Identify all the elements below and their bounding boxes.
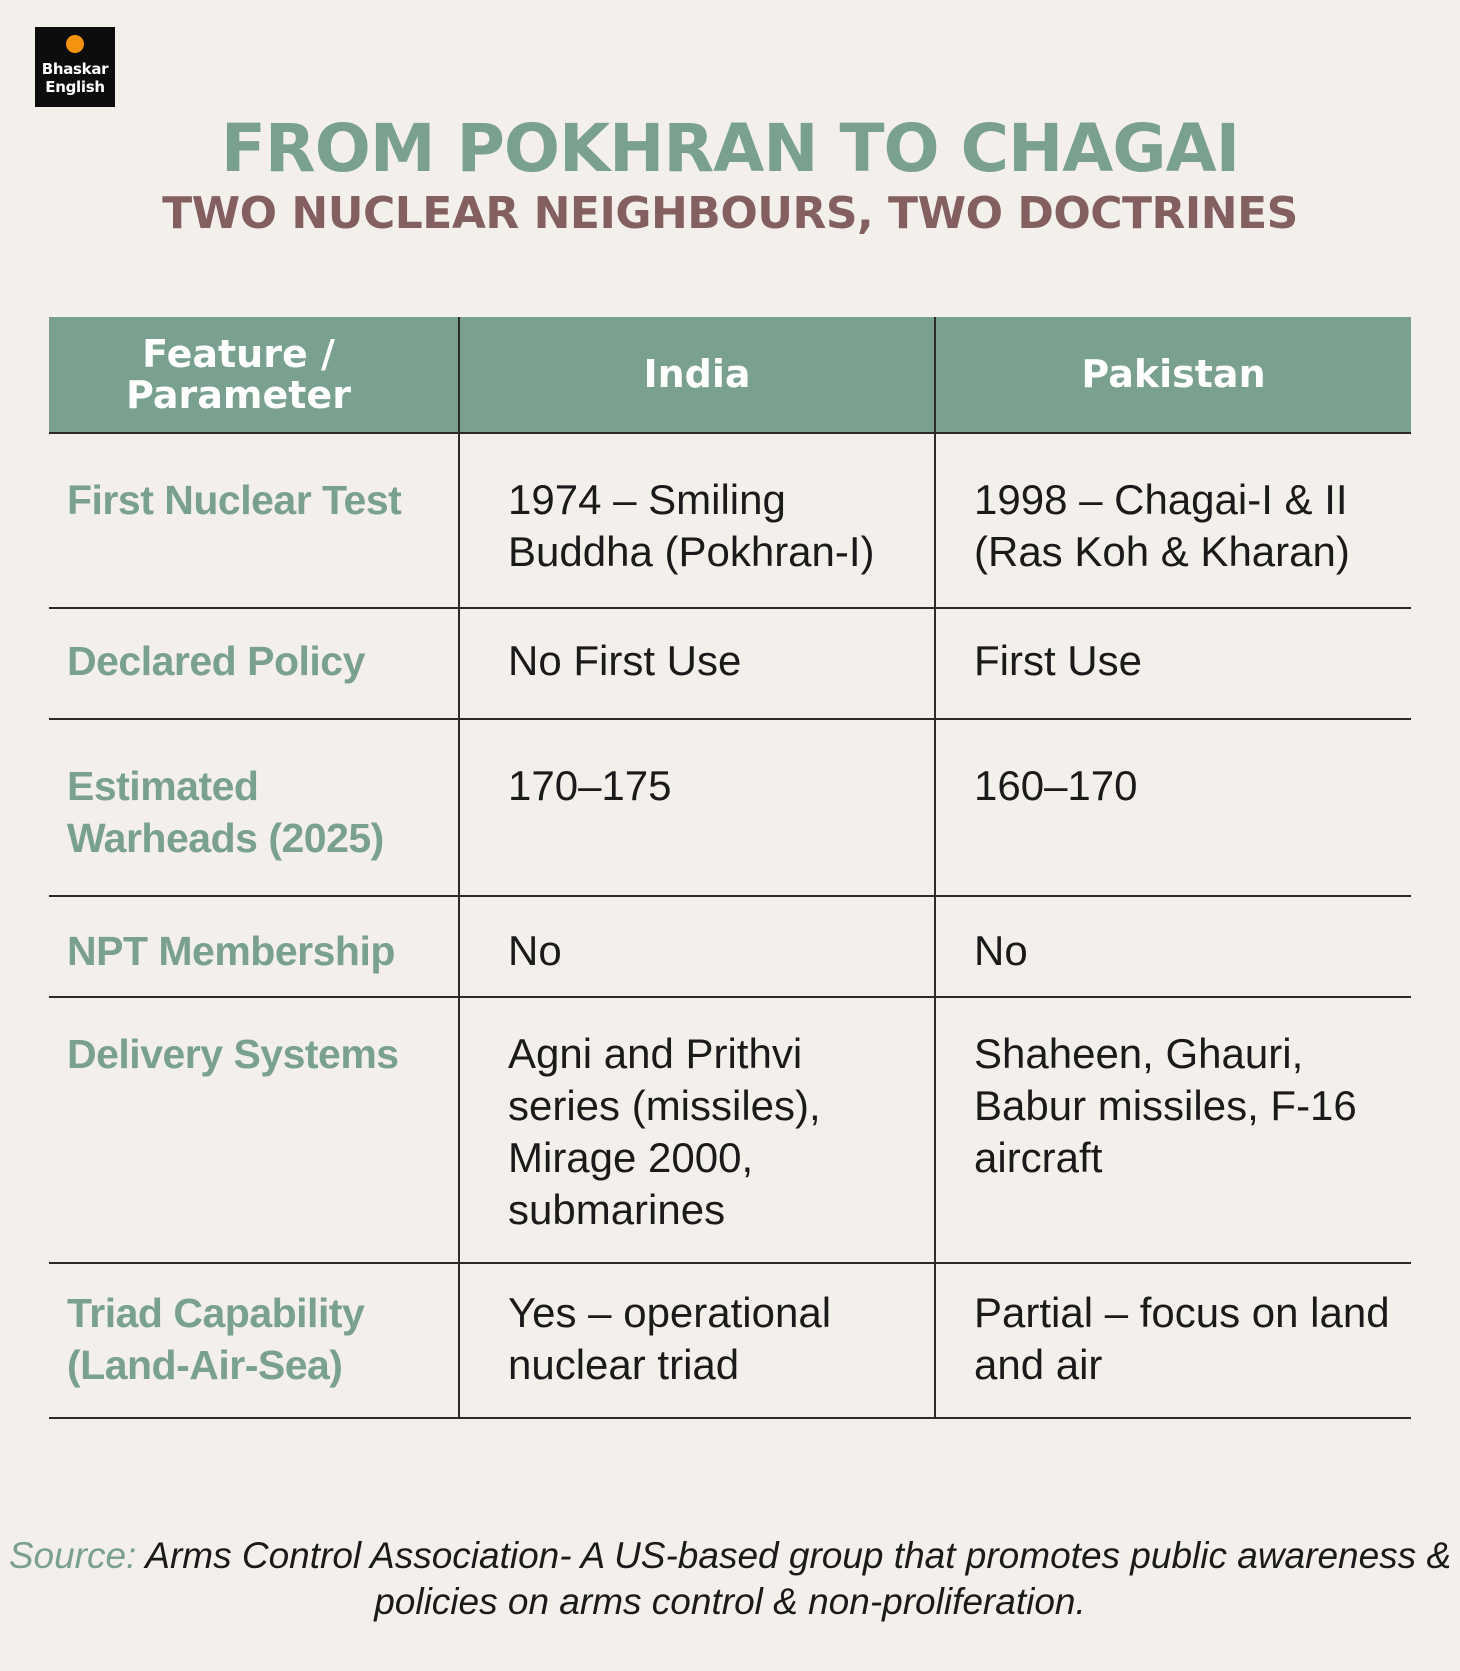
source-label: Source: — [8, 1535, 137, 1576]
table-row — [49, 433, 1411, 608]
feature-cell: NPT Membership — [49, 896, 459, 997]
table-row — [49, 896, 1411, 997]
column-header-feature: Feature / Parameter — [49, 317, 459, 433]
feature-cell: Triad Capability (Land-Air-Sea) — [49, 1263, 459, 1418]
logo-text-line1: Bhaskar — [41, 60, 109, 78]
page-subtitle: TWO NUCLEAR NEIGHBOURS, TWO DOCTRINES — [162, 188, 1298, 239]
pakistan-cell: First Use — [935, 608, 1411, 719]
page-title: FROM POKHRAN TO CHAGAI — [220, 110, 1240, 187]
feature-cell: Delivery Systems — [49, 997, 459, 1263]
india-cell: 170–175 — [459, 719, 935, 896]
sun-dot-icon — [66, 35, 84, 53]
table-header-row — [49, 317, 1411, 433]
pakistan-cell: No — [935, 896, 1411, 997]
feature-cell: Estimated Warheads (2025) — [49, 719, 459, 896]
column-header-pakistan: Pakistan — [935, 317, 1411, 433]
pakistan-cell: 1998 – Chagai-I & II (Ras Koh & Kharan) — [935, 433, 1411, 608]
source-note — [0, 1533, 1460, 1625]
table-row — [49, 608, 1411, 719]
logo-text-line2: English — [45, 78, 105, 96]
feature-cell: First Nuclear Test — [49, 433, 459, 608]
source-text: Arms Control Association- A US-based group that promotes public awareness & policies on arms control & non-proliferation. — [145, 1535, 1452, 1622]
brand-logo — [35, 27, 115, 107]
column-header-india: India — [459, 317, 935, 433]
india-cell: Agni and Prithvi series (missiles), Mirage 2000, submarines — [459, 997, 935, 1263]
india-cell: No First Use — [459, 608, 935, 719]
india-cell: No — [459, 896, 935, 997]
india-cell: Yes – operational nuclear triad — [459, 1263, 935, 1418]
india-cell: 1974 – Smiling Buddha (Pokhran-I) — [459, 433, 935, 608]
table-row — [49, 997, 1411, 1263]
table-row — [49, 1263, 1411, 1418]
table-row — [49, 719, 1411, 896]
comparison-table — [49, 317, 1411, 1419]
pakistan-cell: Shaheen, Ghauri, Babur missiles, F-16 aircraft — [935, 997, 1411, 1263]
feature-cell: Declared Policy — [49, 608, 459, 719]
pakistan-cell: Partial – focus on land and air — [935, 1263, 1411, 1418]
pakistan-cell: 160–170 — [935, 719, 1411, 896]
